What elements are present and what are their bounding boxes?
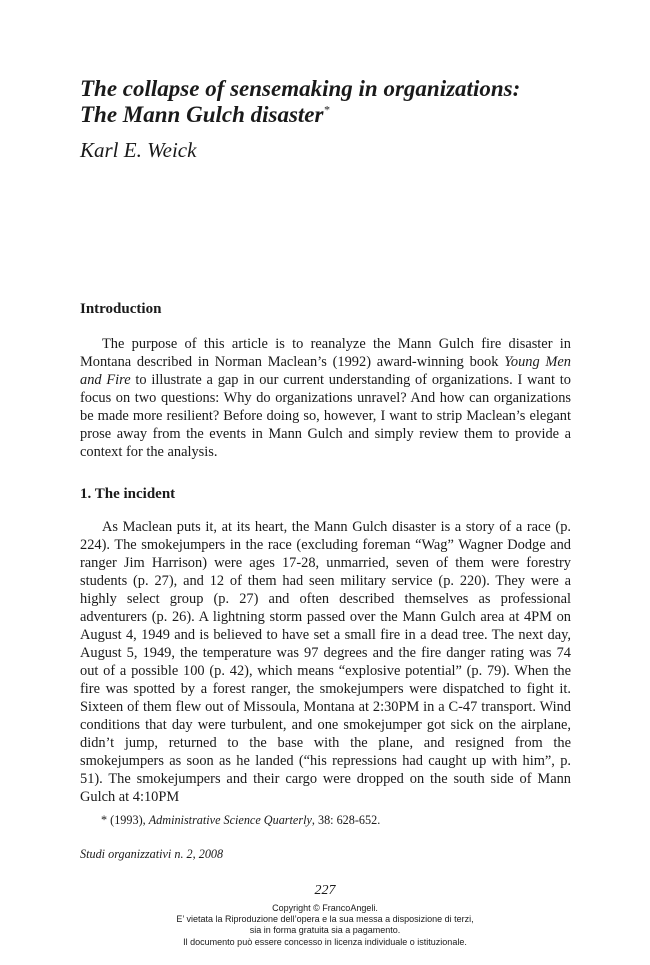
page-number: 227 xyxy=(314,883,336,898)
running-footer: Studi organizzativi n. 2, 2008 xyxy=(80,847,224,861)
section-heading-introduction: Introduction xyxy=(80,301,162,317)
introduction-paragraph xyxy=(80,335,571,461)
incident-paragraph: As Maclean puts it, at its heart, the Mann Gulch disaster is a story of a race (p. 224). The smokejumpers in the race (excluding foreman “Wag” Wagner Dodge and ranger Jim Harrison) were ages 17-28, unmarried, seven of them were forestry students (p. 27), and 12 of them had seen military service (p. 220). They were a highly select group (p. 27) and often described themselves as professional adventurers (p. 26). A lightning storm passed over the Mann Gulch area at 4PM on August 4, 1949 and is believed to have set a small fire in a dead tree. The next day, August 5, 1949, the temperature was 97 degrees and the fire danger rating was 74 out of a possible 100 (p. 42), which means “explosive potential” (p. 79). When the fire was spotted by a forest ranger, the smokejumpers were dispatched to fight it. Sixteen of them flew out of Missoula, Montana at 2:30PM in a C-47 transport. Wind conditions that day were turbulent, and one smokejumper got sick on the airplane, didn’t jump, returned to the base with the plane, and resigned from the smokejumpers as soon as he landed (“his repressions had caught up with him”, p. 51). The smokejumpers and their cargo were dropped on the south side of Mann Gulch at 4:10PM xyxy=(80,519,571,805)
copyright-notice xyxy=(0,903,650,948)
copyright-line: E’ vietata la Riproduzione dell’opera e la sua messa a disposizione di terzi, xyxy=(176,914,474,925)
footnote xyxy=(101,813,380,828)
article-title xyxy=(80,76,580,128)
intro-text-part-1: The purpose of this article is to reanalyze the Mann Gulch fire disaster in Montana described in Norman Maclean’s (1992) award-winning book xyxy=(80,336,571,370)
title-line-2: The Mann Gulch disaster xyxy=(80,102,324,127)
section-heading-incident: 1. The incident xyxy=(80,486,176,502)
footnote-journal: Administrative Science Quarterly xyxy=(148,813,312,827)
book-title: Young Men and Fire xyxy=(80,354,571,388)
footnote-suffix: , 38: 628-652. xyxy=(311,813,381,827)
title-footnote-mark: * xyxy=(323,102,330,117)
copyright-line: Il documento può essere concesso in licenza individuale o istituzionale. xyxy=(183,936,467,947)
intro-text-part-2: to illustrate a gap in our current understanding of organizations. I want to focus on two questions: Why do organizations unravel? And how can organizations be made more resilient? Before doing so, however, I want to strip Maclean’s elegant prose away from the events in Mann Gulch and simply review them to provide a context for the analysis. xyxy=(80,372,571,460)
author-name: Karl E. Weick xyxy=(80,138,197,162)
copyright-line: sia in forma gratuita sia a pagamento. xyxy=(249,925,401,936)
copyright-line: Copyright © FrancoAngeli. xyxy=(272,903,378,913)
title-line-1: The collapse of sensemaking in organizations: xyxy=(80,76,521,101)
footnote-prefix: * (1993), xyxy=(101,813,149,827)
